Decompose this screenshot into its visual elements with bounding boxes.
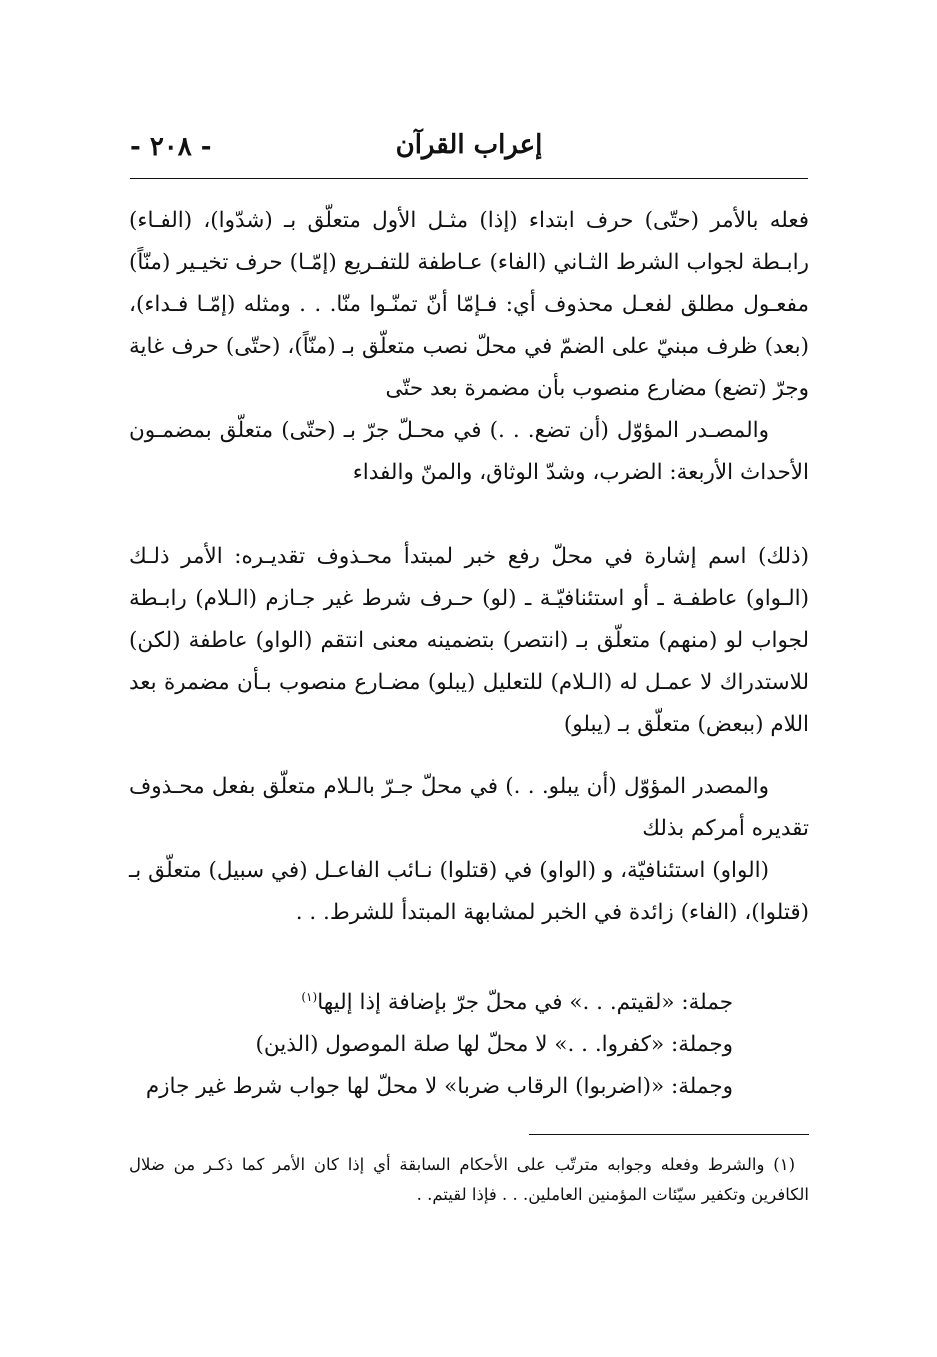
sentence-item <box>129 1066 809 1108</box>
paragraph-1: فعله بالأمر (حتّى) حرف ابتداء (إذا) مثـل الأول متعلّق بـ (شدّوا)، (الفـاء) رابـطة لجواب الشرط الثـاني (الفاء) عـاطفة للتفـريع (إمّـا) حرف تخيـير (منّاً) مفعـول مطلق لفعـل محذوف أي: فـإمّا أنّ تمنّـوا منّا. . . ومثله (إمّـا فـداء)، (بعد) ظرف مبنيّ على الضمّ في محلّ نصب متعلّق بـ (منّاً)، (حتّى) حرف غاية وجرّ (تضع) مضارع منصوب بأن مضمرة بعد حتّى <box>129 208 809 401</box>
page-number: - ٢٠٨ - <box>130 132 212 162</box>
page-header <box>130 130 808 170</box>
footnote-ref: (١) <box>301 990 318 1004</box>
paragraph-5: (الواو) استئنافيّة، و (الواو) في (قتلوا) نـائب الفاعـل (في سبيل) متعلّق بـ (قتلوا)، (الفاء) زائدة في الخبر لمشابهة المبتدأ للشرط. . . <box>129 858 809 925</box>
paragraph-2: والمصـدر المؤوّل (أن تضع. . .) في محـلّ جرّ بـ (حتّى) متعلّق بمضمـون الأحداث الأربعة: الضرب، وشدّ الوثاق، والمنّ والفداء <box>129 418 809 485</box>
footnote: (١) والشرط وفعله وجوابه مترتّب على الأحكام السابقة أي إذا كان الأمر كما ذكـر من ضلال الكافرين وتكفير سيّئات المؤمنين العاملين. . . فإذا لقيتم. . <box>129 1155 809 1204</box>
header-rule <box>130 178 808 179</box>
sentence-text: وجملة: «(اضربوا) الرقاب ضربا» لا محلّ لها جواب شرط غير جازم <box>145 1074 733 1100</box>
running-title: إعراب القرآن <box>395 130 543 160</box>
sentence-item <box>129 976 809 1024</box>
paragraph-3: (ذلك) اسم إشارة في محلّ رفع خبر لمبتدأ محـذوف تقديـره: الأمر ذلـك (الـواو) عاطفـة ـ أو استئنافيّـة ـ (لو) حـرف شرط غير جـازم (الـلام) رابـطة لجواب لو (منهم) متعلّق بـ (انتصر) بتضمينه معنى انتقم (الواو) عاطفة (لكن) للاستدراك لا عمـل له (الـلام) للتعليل (يبلو) مضـارع منصوب بـأن مضمرة بعد اللام (ببعض) متعلّق بـ (يبلو) <box>129 544 809 737</box>
paragraph-4: والمصدر المؤوّل (أن يبلو. . .) في محلّ جـرّ بالـلام متعلّق بفعل محـذوف تقديره أمركم بذلك <box>129 774 809 841</box>
sentence-text: وجملة: «كفروا. . .» لا محلّ لها صلة الموصول (الذين) <box>255 1032 733 1058</box>
sentence-text: جملة: «لقيتم. . .» في محلّ جرّ بإضافة إذا إليها <box>317 990 733 1016</box>
sentence-item <box>129 1024 809 1066</box>
footnote-rule <box>529 1134 809 1135</box>
sentence-list <box>129 976 809 1108</box>
